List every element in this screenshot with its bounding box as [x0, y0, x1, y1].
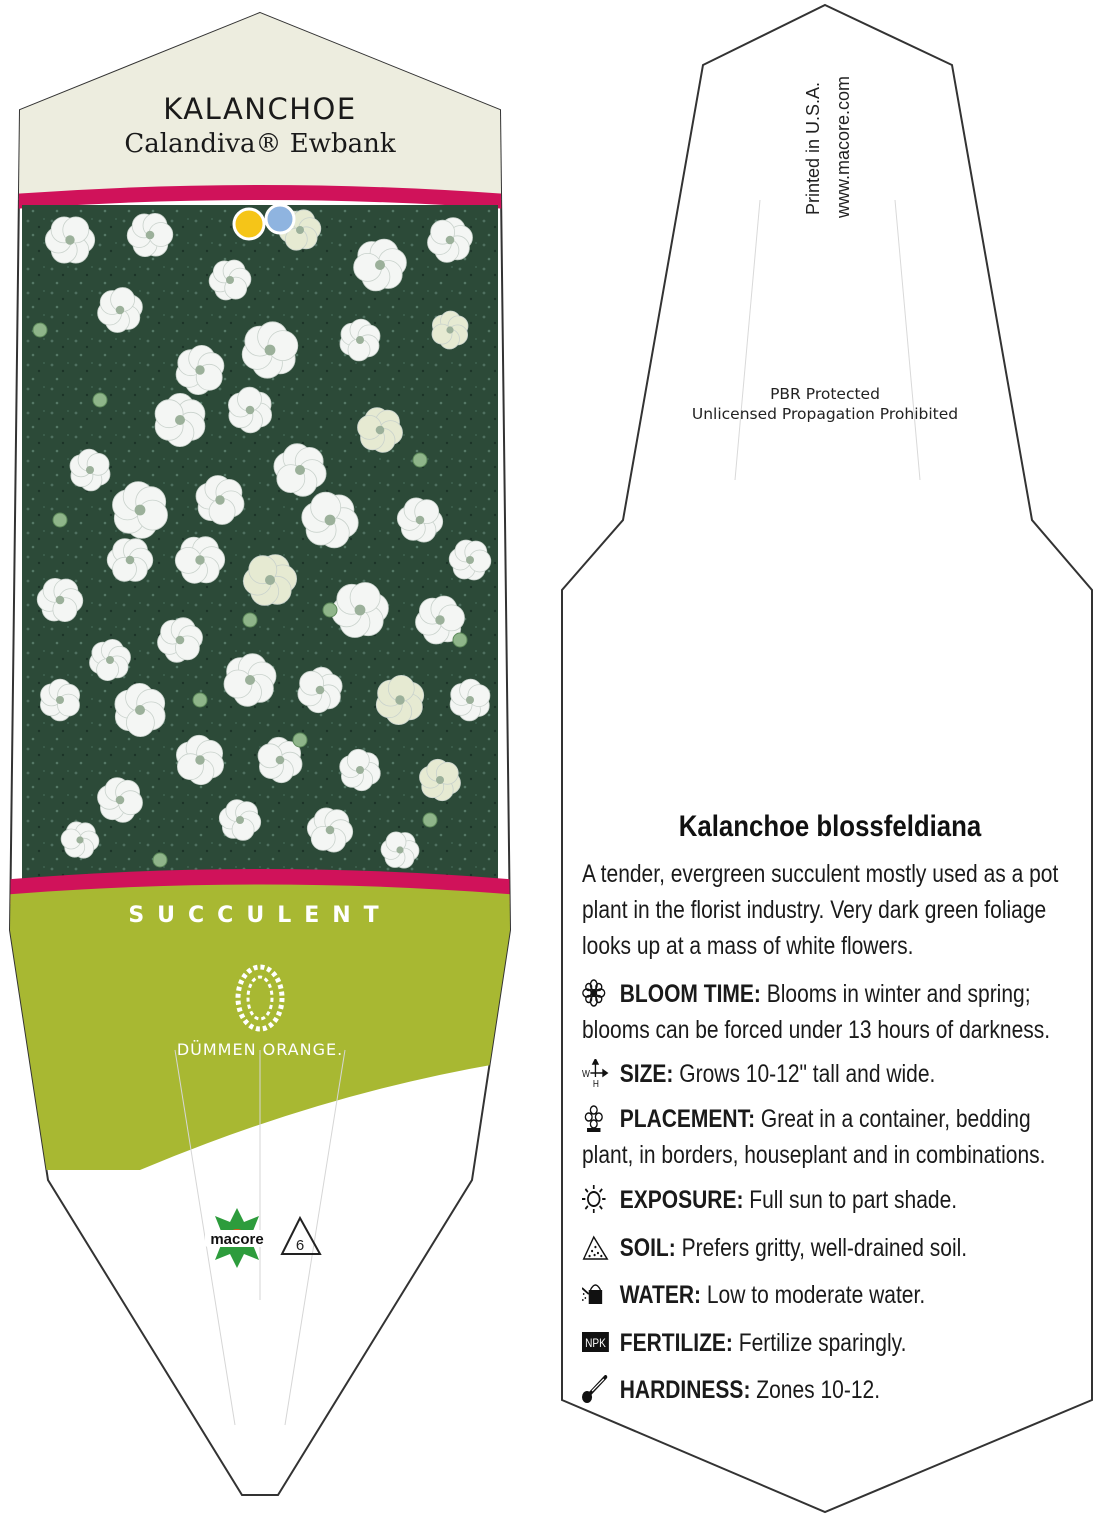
flower-bud [323, 603, 337, 617]
flower-bud [293, 733, 307, 747]
plant-description: A tender, evergreen succulent mostly used as a pot plant in the florist industry. Very dark green foliage looks up at a mass of white flowers. [582, 860, 1059, 960]
attribute-hardiness [582, 1372, 1069, 1408]
flower-bud [193, 693, 207, 707]
flower-blossom [228, 387, 271, 433]
flower-blossom [155, 393, 205, 446]
flower-bud [153, 853, 167, 867]
plant-common-name: KALANCHOE [163, 92, 357, 126]
bloom-time-value: Blooms in winter and spring; blooms can be forced under 13 hours of darkness. [582, 980, 1051, 1044]
flower-blossom [45, 217, 94, 263]
fertilize-value: Fertilize sparingly. [738, 1329, 907, 1357]
pbr-line-2: Unlicensed Propagation Prohibited [691, 405, 959, 423]
size-value: Grows 10-12" tall and wide. [679, 1060, 936, 1088]
placement-icon [582, 1104, 614, 1132]
bloom-time-label: BLOOM TIME: [619, 980, 761, 1008]
size-label: SIZE: [619, 1060, 674, 1088]
placement-value: Great in a container, bedding plant, in borders, houseplant and in combinations. [582, 1105, 1046, 1169]
attribute-water [582, 1277, 1069, 1313]
plant-variety-name: Calandiva® Ewbank [124, 129, 396, 159]
hardiness-value: Zones 10-12. [756, 1376, 881, 1404]
soil-icon [582, 1233, 614, 1261]
plant-category: SUCCULENT [128, 903, 392, 928]
flower-blossom [175, 537, 224, 584]
exposure-label: EXPOSURE: [619, 1186, 744, 1214]
svg-text:W: W [582, 1068, 590, 1080]
flower-icon [582, 979, 614, 1007]
flower-bud [53, 513, 67, 527]
attribute-exposure [582, 1182, 1069, 1218]
flower-blossom [37, 578, 83, 621]
flower-blossom [40, 679, 79, 721]
sun-icon [582, 1185, 614, 1213]
thermometer-icon [582, 1375, 614, 1403]
svg-text:H: H [592, 1078, 599, 1087]
flower-bud [413, 453, 427, 467]
flower-bud [453, 633, 467, 647]
flower-bud [423, 813, 437, 827]
flower-blossom [107, 539, 153, 582]
flower-blossom [381, 832, 419, 868]
brand-name: DÜMMEN ORANGE. [176, 1040, 344, 1059]
soil-value: Prefers gritty, well-drained soil. [681, 1234, 968, 1262]
flower-blossom [450, 679, 490, 721]
flower-blossom [127, 213, 173, 256]
water-label: WATER: [619, 1281, 702, 1309]
hardiness-label: HARDINESS: [619, 1376, 751, 1404]
pbr-notice [640, 384, 1010, 424]
placement-label: PLACEMENT: [619, 1105, 756, 1133]
pbr-line-1: PBR Protected [770, 385, 880, 403]
flower-blossom [432, 311, 468, 349]
flower-blossom [115, 683, 165, 736]
attribute-placement [582, 1101, 1069, 1173]
svg-text:NPK: NPK [585, 1337, 606, 1351]
printed-in-text: Printed in U.S.A. [803, 81, 823, 215]
blue-color-dot [266, 205, 294, 233]
yellow-color-dot [234, 209, 264, 239]
attribute-fertilize [582, 1325, 1069, 1361]
website-text: www.macore.com [833, 75, 853, 218]
fertilize-label: FERTILIZE: [619, 1329, 733, 1357]
macore-logo-text: macore [210, 1231, 264, 1248]
flower-bud [93, 393, 107, 407]
attribute-size [582, 1056, 1069, 1092]
exposure-value: Full sun to part shade. [749, 1186, 958, 1214]
attribute-soil [582, 1230, 1069, 1266]
soil-label: SOIL: [619, 1234, 676, 1262]
attribute-bloom-time [582, 976, 1069, 1048]
watering-can-icon [582, 1280, 614, 1308]
species-heading: Kalanchoe blossfeldiana [678, 810, 982, 843]
npk-icon [582, 1328, 614, 1356]
flower-bud [33, 323, 47, 337]
recycle-code: 6 [295, 1237, 305, 1254]
size-arrows-icon [582, 1059, 614, 1087]
flower-bud [243, 613, 257, 627]
water-value: Low to moderate water. [706, 1281, 926, 1309]
